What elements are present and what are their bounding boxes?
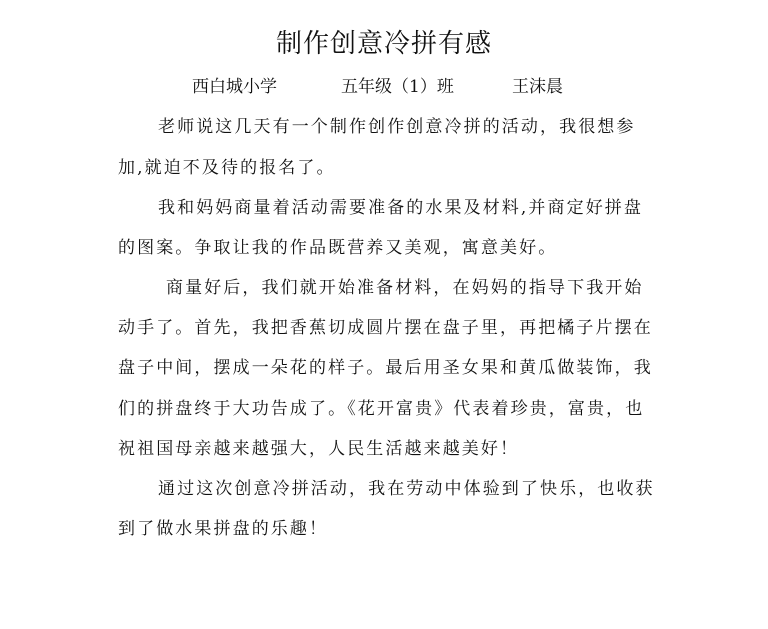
text-line: 祝祖国母亲越来越强大，人民生活越来越美好！ <box>118 439 520 459</box>
byline-class: 五年级（1）班 <box>341 77 454 97</box>
text-line: 通过这次创意冷拼活动，我在劳动中体验到了快乐，也收获 <box>158 479 655 499</box>
document-title: 制作创意冷拼有感 <box>275 29 492 59</box>
byline-author: 王沫晨 <box>512 77 563 97</box>
text-line: 商量好后，我们就开始准备材料，在妈妈的指导下我开始 <box>166 278 644 298</box>
text-line: 加,就迫不及待的报名了。 <box>118 158 336 178</box>
text-line: 到了做水果拼盘的乐趣！ <box>118 519 329 539</box>
text-line: 老师说这几天有一个制作创作创意冷拼的活动，我很想参 <box>158 117 636 137</box>
text-line: 盘子中间，摆成一朵花的样子。最后用圣女果和黄瓜做装饰，我 <box>118 358 653 378</box>
text-line: 的图案。争取让我的作品既营养又美观，寓意美好。 <box>118 238 558 258</box>
byline-school: 西白城小学 <box>192 77 277 97</box>
text-line: 动手了。首先，我把香蕉切成圆片摆在盘子里，再把橘子片摆在 <box>118 318 653 338</box>
text-line: 们的拼盘终于大功告成了。《花开富贵》代表着珍贵，富贵，也 <box>118 399 645 419</box>
text-line: 我和妈妈商量着活动需要准备的水果及材料,并商定好拼盘 <box>158 198 644 218</box>
